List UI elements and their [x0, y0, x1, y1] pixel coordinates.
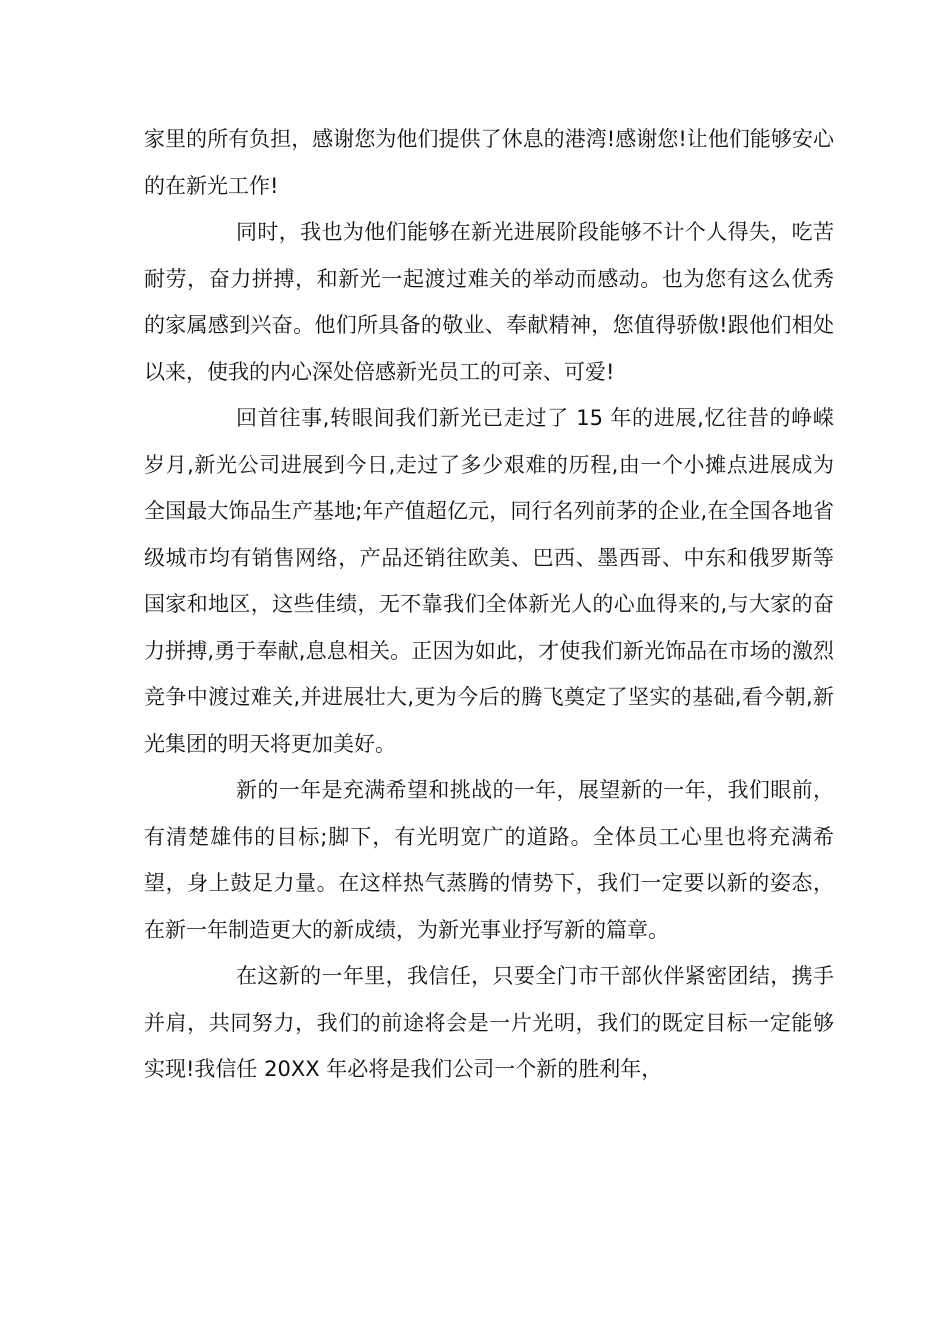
paragraph-4: 新的一年是充满希望和挑战的一年，展望新的一年，我们眼前，有清楚雄伟的目标;脚下，有光明宽广的道路。全体员工心里也将充满希望，身上鼓足力量。在这样热气蒸腾的情势下，我们一定要以新的姿态，在新一年制造更大的新成绩，为新光事业抒写新的篇章。 [144, 778, 834, 942]
paragraph-1: 家里的所有负担，感谢您为他们提供了休息的港湾!感谢您!让他们能够安心的在新光工作! [144, 127, 834, 198]
paragraph-2: 同时，我也为他们能够在新光进展阶段能够不计个人得失，吃苦耐劳，奋力拼搏，和新光一起渡过难关的举动而感动。也为您有这么优秀的家属感到兴奋。他们所具备的敬业、奉献精神，您值得骄傲!跟他们相处以来，使我的内心深处倍感新光员工的可亲、可爱! [144, 220, 834, 384]
paragraph-5: 在这新的一年里，我信任，只要全门市干部伙伴紧密团结，携手并肩，共同努力，我们的前途将会是一片光明，我们的既定目标一定能够实现!我信任 20XX 年必将是我们公司一个新的胜利年， [144, 964, 834, 1081]
document-body [144, 116, 834, 1093]
paragraph-3: 回首往事,转眼间我们新光已走过了 15 年的进展,忆往昔的峥嵘岁月,新光公司进展到今日,走过了多少艰难的历程,由一个小摊点进展成为全国最大饰品生产基地;年产值超亿元，同行名列前茅的企业,在全国各地省级城市均有销售网络，产品还销往欧美、巴西、墨西哥、中东和俄罗斯等国家和地区，这些佳绩，无不靠我们全体新光人的心血得来的,与大家的奋力拼搏,勇于奉献,息息相关。正因为如此，才使我们新光饰品在市场的激烈竞争中渡过难关,并进展壮大,更为今后的腾飞奠定了坚实的基础,看今朝,新光集团的明天将更加美好。 [144, 406, 834, 756]
